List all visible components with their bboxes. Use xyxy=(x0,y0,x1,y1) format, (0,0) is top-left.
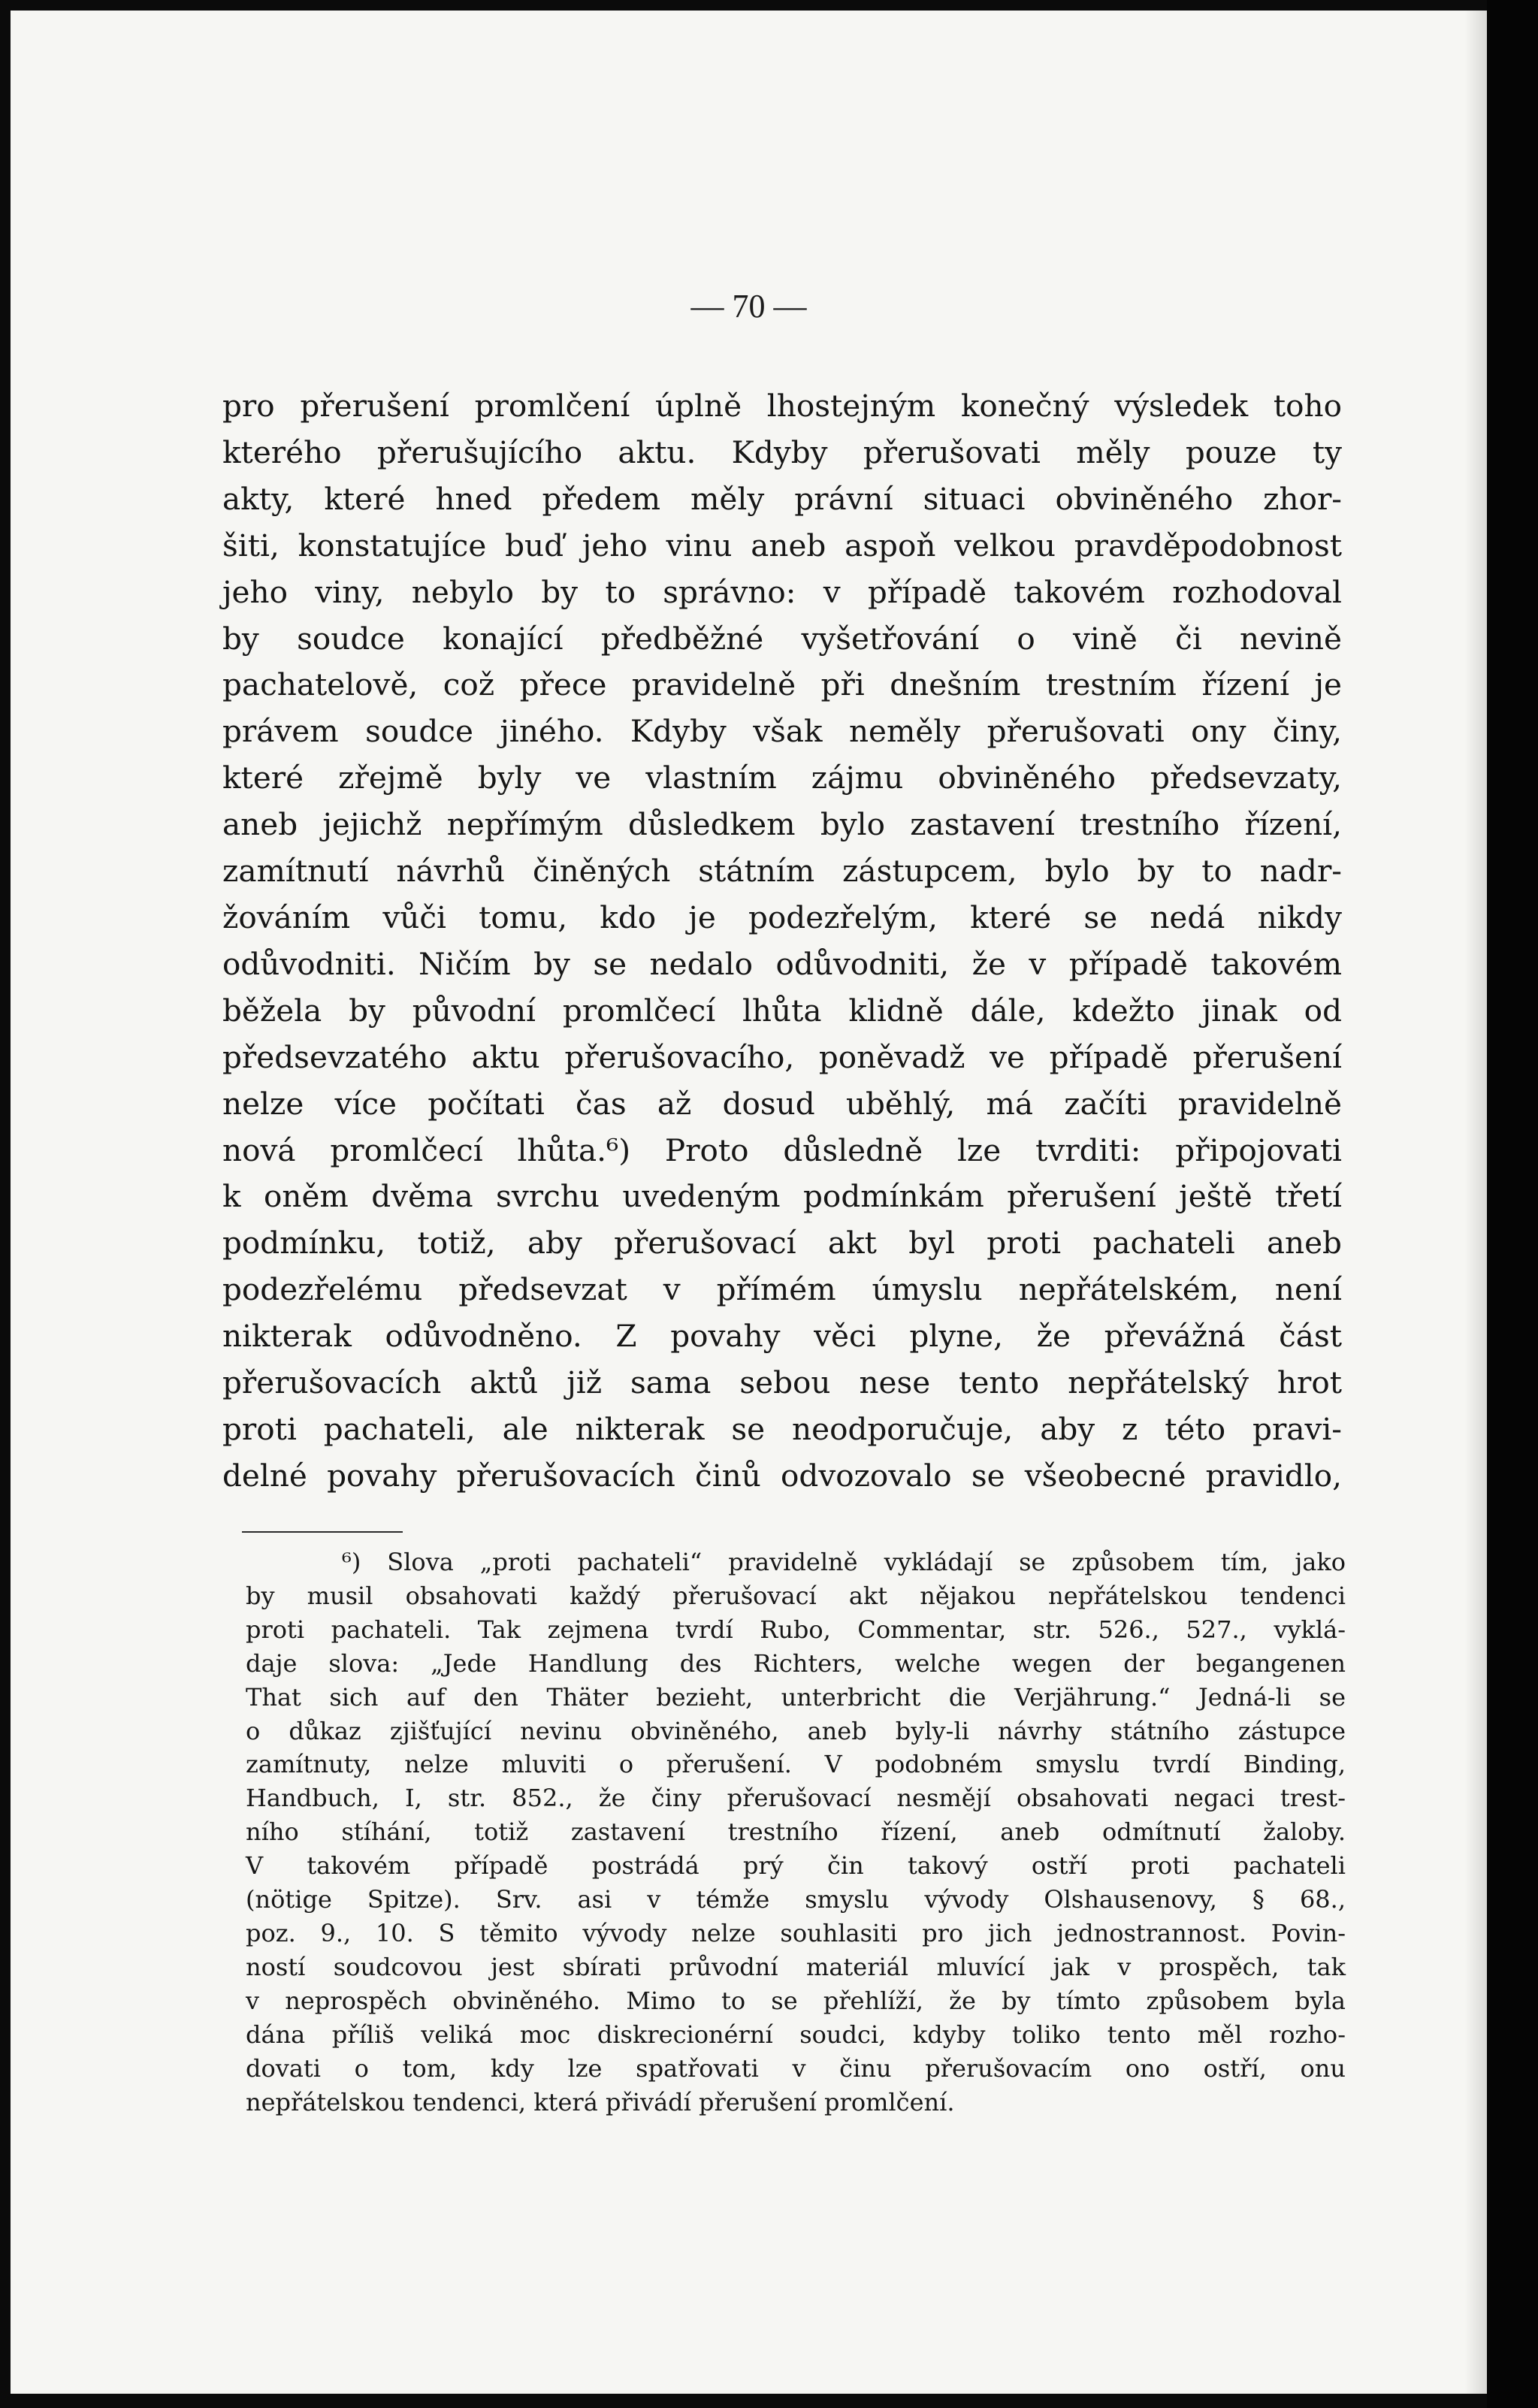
footnote-line: zamítnuty, nelze mluviti o přerušení. V podobném smyslu tvrdí Binding, xyxy=(246,1750,1346,1779)
text-line: které zřejmě byly ve vlastním zájmu obviněného předsevzaty, xyxy=(222,760,1342,796)
main-text xyxy=(222,383,1342,1500)
footnote-line: dovati o tom, kdy lze spatřovati v činu přerušovacím ono ostří, onu xyxy=(246,2053,1346,2083)
text-line: nová promlčecí lhůta.⁶) Proto důsledně lze tvrditi: připojovati xyxy=(222,1131,1342,1168)
footnote-line: by musil obsahovati každý přerušovací akt nějakou nepřátelskou tendenci xyxy=(246,1581,1346,1610)
footnote-line: daje slova: „Jede Handlung des Richters, welche wegen der begangenen xyxy=(246,1648,1346,1678)
text-line: přerušovacích aktů již sama sebou nese tento nepřátelský hrot xyxy=(222,1364,1342,1401)
text-line: šiti, konstatujíce buď jeho vinu aneb aspoň velkou pravděpodobnost xyxy=(222,527,1342,563)
footnote-line: (nötige Spitze). Srv. asi v témže smyslu vývody Olshausenovy, § 68., xyxy=(246,1885,1346,1914)
footnote-line: ního stíhání, totiž zastavení trestního řízení, aneb odmítnutí žaloby. xyxy=(246,1817,1346,1847)
text-line: zamítnutí návrhů činěných státním zástupcem, bylo by to nadr- xyxy=(222,853,1342,890)
text-line: k oněm dvěma svrchu uvedeným podmínkám přerušení ještě třetí xyxy=(222,1178,1342,1215)
footnote-line: ⁶) Slova „proti pachateli“ pravidelně vykládají se způsobem tím, jako xyxy=(342,1548,1346,1576)
scan-dark-edge xyxy=(1487,0,1538,2408)
text-line: odůvodniti. Ničím by se nedalo odůvodniti, že v případě takovém xyxy=(222,945,1342,982)
text-line: jeho viny, nebylo by to správno: v případě takovém rozhodoval xyxy=(222,573,1342,610)
text-line: pro přerušení promlčení úplně lhostejným konečný výsledek toho xyxy=(222,388,1342,424)
footnote xyxy=(246,1545,1346,2119)
footnote-line: V takovém případě postrádá prý čin takový ostří proti pachateli xyxy=(246,1851,1346,1881)
footnote-line: That sich auf den Thäter bezieht, unterbricht die Verjährung.“ Jedná-li se xyxy=(246,1682,1346,1712)
text-line: právem soudce jiného. Kdyby však neměly přerušovati ony činy, xyxy=(222,713,1342,750)
text-line: podezřelému předsevzat v přímém úmyslu nepřátelském, není xyxy=(222,1271,1342,1308)
page-gutter-shadow xyxy=(1464,11,1487,2394)
text-line: nelze více počítati čas až dosud uběhlý, má začíti pravidelně xyxy=(222,1085,1342,1122)
footnote-line: ností soudcovou jest sbírati průvodní materiál mluvící jak v prospěch, tak xyxy=(246,1952,1346,1981)
text-line: delné povahy přerušovacích činů odvozovalo se všeobecné pravidlo, xyxy=(222,1457,1342,1494)
footnote-line: nepřátelskou tendenci, která přivádí přerušení promlčení. xyxy=(246,2087,955,2116)
text-line: podmínku, totiž, aby přerušovací akt byl proti pachateli aneb xyxy=(222,1225,1342,1261)
text-line: kterého přerušujícího aktu. Kdyby přerušovati měly pouze ty xyxy=(222,434,1342,470)
text-line: žováním vůči tomu, kdo je podezřelým, které se nedá nikdy xyxy=(222,899,1342,935)
page-number: — 70 — xyxy=(690,288,807,325)
footnote-line: v neprospěch obviněného. Mimo to se přehlíží, že by tímto způsobem byla xyxy=(246,1986,1346,2015)
text-line: by soudce konající předběžné vyšetřování o vině či nevině xyxy=(222,620,1342,657)
text-line: pachatelově, což přece pravidelně při dnešním trestním řízení je xyxy=(222,666,1342,703)
text-line: předsevzatého aktu přerušovacího, poněvadž ve případě přerušení xyxy=(222,1038,1342,1075)
text-line: proti pachateli, ale nikterak se neodporučuje, aby z této pravi- xyxy=(222,1410,1342,1447)
book-page xyxy=(11,11,1487,2394)
footnote-line: Handbuch, I, str. 852., že činy přerušovací nesmějí obsahovati negaci trest- xyxy=(246,1784,1346,1813)
footnote-line: proti pachateli. Tak zejmena tvrdí Rubo, Commentar, str. 526., 527., vyklá- xyxy=(246,1615,1346,1644)
footnote-line: o důkaz zjišťující nevinu obviněného, aneb byly-li návrhy státního zástupce xyxy=(246,1716,1346,1745)
text-line: aneb jejichž nepřímým důsledkem bylo zastavení trestního řízení, xyxy=(222,806,1342,843)
footnote-line: dána příliš veliká moc diskrecionérní soudci, kdyby toliko tento měl rozho- xyxy=(246,2020,1346,2049)
footnote-line: poz. 9., 10. S těmito vývody nelze souhlasiti pro jich jednostrannost. Povin- xyxy=(246,1918,1346,1947)
text-line: běžela by původní promlčecí lhůta klidně dále, kdežto jinak od xyxy=(222,992,1342,1029)
text-line: nikterak odůvodněno. Z povahy věci plyne, že převážná část xyxy=(222,1318,1342,1355)
footnote-divider xyxy=(242,1531,403,1533)
text-line: akty, které hned předem měly právní situaci obviněného zhor- xyxy=(222,480,1342,517)
